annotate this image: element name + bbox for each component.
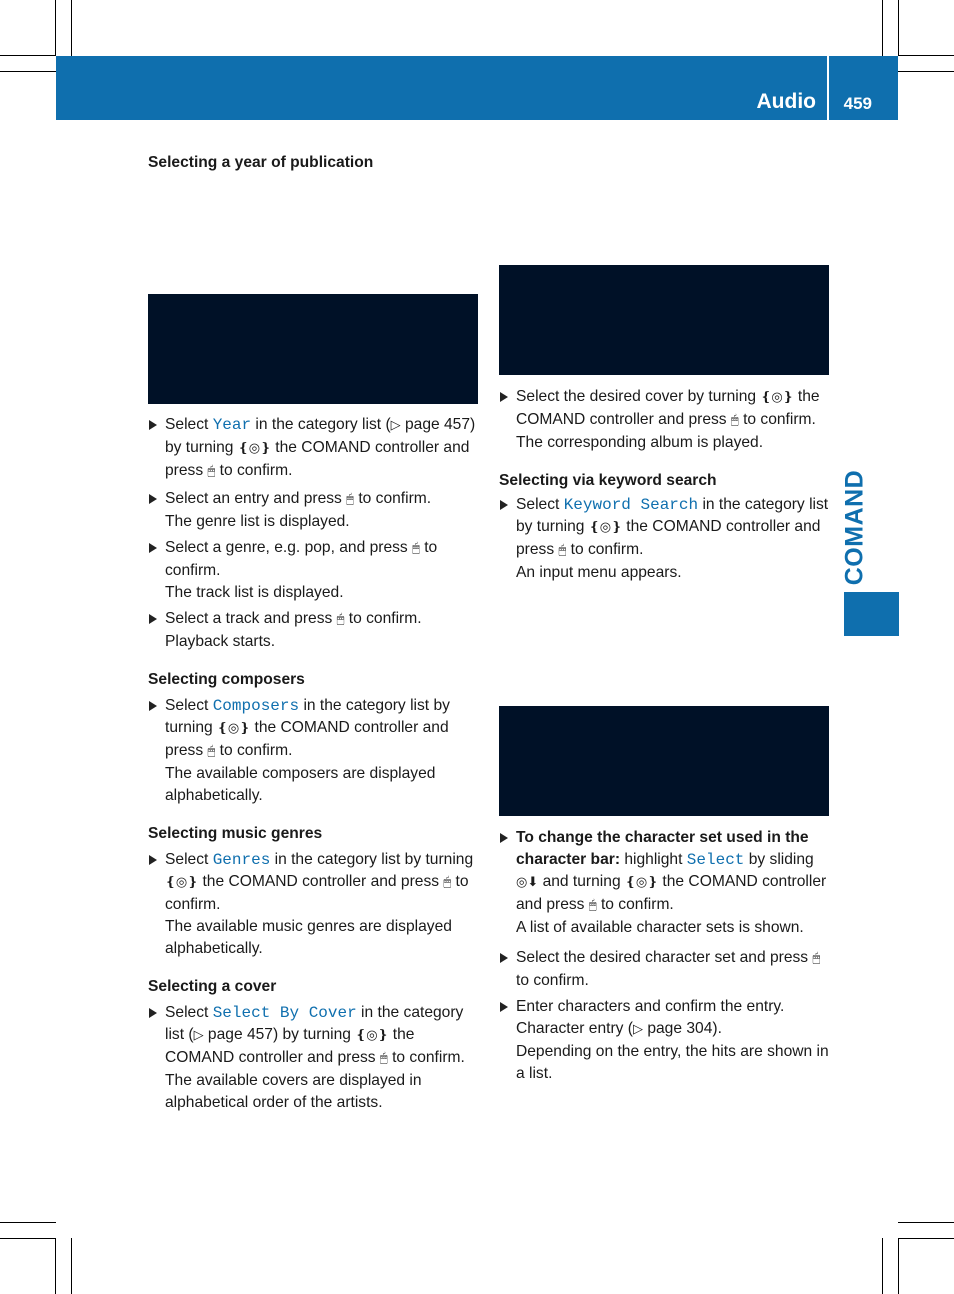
result-playback: Playback starts. [165, 633, 276, 650]
controller-turn-icon: ❴◎❵ [624, 875, 659, 890]
crop-mark [0, 55, 56, 56]
step-select-character-set: Select the desired character set and press 🖱 to confirm. [499, 947, 831, 992]
crop-mark [0, 71, 56, 72]
crop-mark [55, 0, 56, 56]
controller-press-icon: 🖱 [346, 492, 354, 507]
step-select-entry: Select an entry and press 🖱 to confirm. [148, 488, 480, 511]
page-ref-icon: ▷ [390, 418, 401, 433]
step-select-year: Select Year in the category list (▷ page 457) by turning ❴◎❵ the COMAND controller and press 🖱 to confirm. [148, 414, 480, 483]
controller-turn-icon: ❴◎❵ [237, 441, 271, 456]
left-column [148, 152, 480, 1114]
menu-item-composers: Composers [212, 697, 300, 715]
side-tab-marker [844, 592, 899, 636]
controller-turn-icon: ❴◎❵ [217, 721, 251, 736]
crop-mark [898, 55, 954, 56]
crop-mark [898, 1238, 954, 1239]
screen-image-year [148, 294, 478, 404]
step-select-keyword-search: Select Keyword Search in the category list by turning ❴◎❵ the COMAND controller and press 🖱 to confirm. [499, 494, 831, 562]
heading-genres: Selecting music genres [148, 825, 323, 842]
side-tab-label: COMAND [840, 469, 869, 585]
screen-image-input-menu [499, 706, 829, 816]
controller-slide-icon: ◎⬇ [516, 875, 539, 890]
crop-mark [71, 1238, 72, 1294]
controller-press-icon: 🖱 [379, 1051, 388, 1066]
controller-press-icon: 🖱 [812, 951, 821, 966]
controller-press-icon: 🖱 [412, 541, 420, 556]
page-ref-icon: ▷ [633, 1022, 643, 1037]
controller-turn-icon: ❴◎❵ [355, 1028, 389, 1043]
result-input-menu: An input menu appears. [516, 564, 682, 581]
crop-mark [882, 1238, 883, 1294]
controller-turn-icon: ❴◎❵ [588, 520, 622, 535]
result-album-played: The corresponding album is played. [516, 434, 764, 451]
page-ref-icon: ▷ [193, 1028, 204, 1043]
result-track-list: The track list is displayed. [165, 584, 344, 601]
header-divider [827, 56, 829, 120]
page-header [56, 56, 898, 120]
step-select-cover: Select the desired cover by turning ❴◎❵ the COMAND controller and press 🖱 to confirm. [499, 386, 831, 432]
result-character-sets: A list of available character sets is shown. [516, 919, 804, 936]
step-change-character-set: To change the character set used in the character bar: highlight Select by sliding ◎⬇ and turning ❴◎❵ the COMAND controller and press 🖱 to confirm. [499, 827, 831, 917]
controller-turn-icon: ❴◎❵ [165, 875, 199, 890]
menu-item-genres: Genres [212, 851, 271, 869]
result-genre-list: The genre list is displayed. [165, 513, 350, 530]
heading-composers: Selecting composers [148, 671, 305, 688]
menu-item-keyword-search: Keyword Search [563, 496, 699, 514]
step-select-track: Select a track and press 🖱 to confirm. [148, 608, 480, 631]
step-select-genres: Select Genres in the category list by turning ❴◎❵ the COMAND controller and press 🖱 to confirm. [148, 849, 480, 916]
result-genres: The available music genres are displayed alphabetically. [165, 918, 452, 957]
step-select-genre: Select a genre, e.g. pop, and press 🖱 to confirm. [148, 537, 480, 582]
crop-mark [55, 1238, 56, 1294]
controller-press-icon: 🖱 [443, 875, 452, 890]
crop-mark [898, 0, 899, 56]
crop-mark [71, 0, 72, 56]
controller-turn-icon: ❴◎❵ [760, 390, 794, 405]
crop-mark [898, 1222, 954, 1223]
result-covers: The available covers are displayed in alphabetical order of the artists. [165, 1072, 422, 1111]
menu-item-year: Year [212, 416, 252, 434]
step-select-composers: Select Composers in the category list by turning ❴◎❵ the COMAND controller and press 🖱 to confirm. [148, 695, 480, 763]
result-hits-list: Depending on the entry, the hits are shown in a list. [516, 1043, 829, 1082]
step-enter-characters: Enter characters and confirm the entry. [499, 996, 831, 1018]
controller-press-icon: 🖱 [207, 744, 216, 759]
step-select-by-cover: Select Select By Cover in the category list (▷ page 457) by turning ❴◎❵ the COMAND controller and press 🖱 to confirm. [148, 1002, 480, 1070]
crop-mark [0, 1222, 56, 1223]
right-column [499, 256, 831, 1085]
heading-keyword-search: Selecting via keyword search [499, 472, 717, 489]
result-composers: The available composers are displayed alphabetically. [165, 765, 436, 804]
heading-year: Selecting a year of publication [148, 154, 374, 171]
crop-mark [0, 1238, 56, 1239]
crop-mark [882, 0, 883, 56]
menu-item-select: Select [686, 851, 745, 869]
menu-item-select-by-cover: Select By Cover [212, 1004, 357, 1022]
result-character-entry-ref: Character entry (▷ page 304). [516, 1020, 722, 1037]
crop-mark [898, 1238, 899, 1294]
page-number: 459 [843, 94, 872, 113]
crop-mark [898, 71, 954, 72]
controller-press-icon: 🖱 [588, 898, 597, 913]
heading-cover: Selecting a cover [148, 978, 277, 995]
section-title: Audio [756, 90, 816, 113]
controller-press-icon: 🖱 [207, 464, 216, 479]
controller-press-icon: 🖱 [336, 612, 345, 627]
screen-image-cover [499, 265, 829, 375]
controller-press-icon: 🖱 [730, 413, 739, 428]
controller-press-icon: 🖱 [558, 543, 567, 558]
